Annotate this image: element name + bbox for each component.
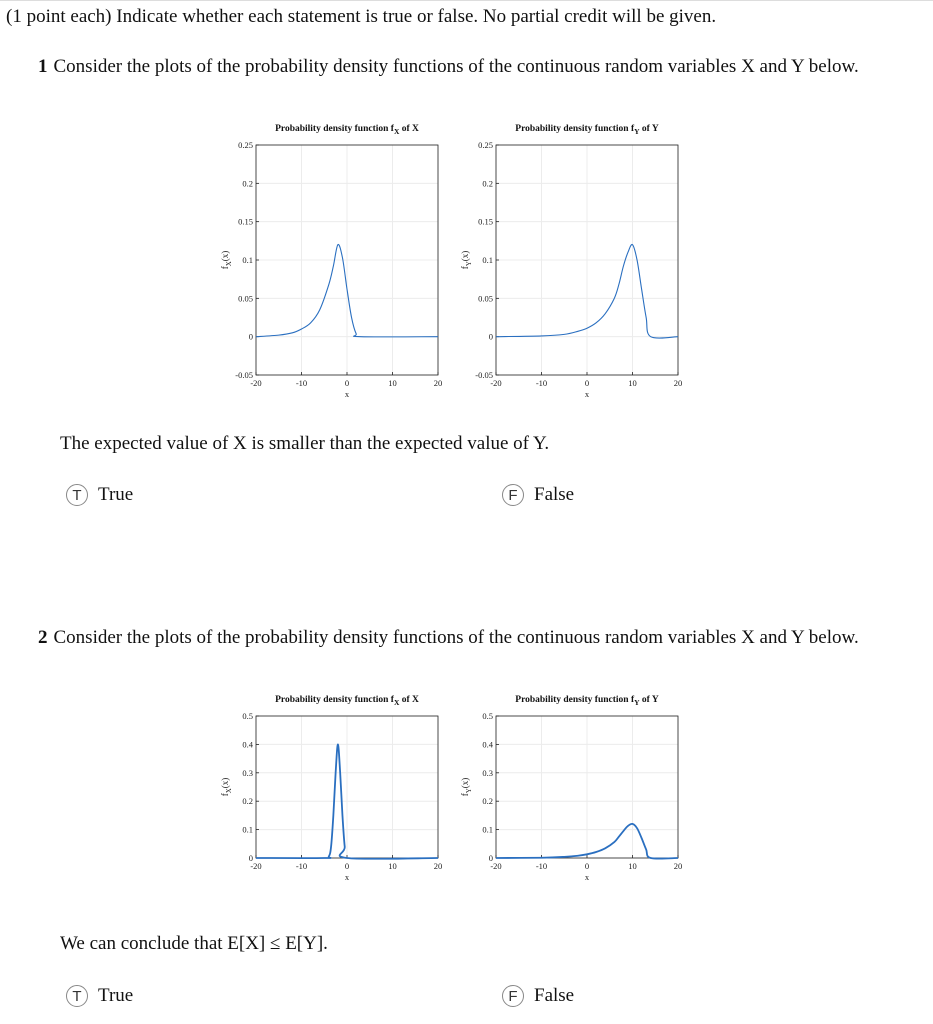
chart-title: Probability density function $f_X$ of X [275, 124, 419, 136]
x-tick-label: 10 [628, 378, 637, 388]
chart-fx-2 [200, 690, 450, 905]
x-axis-label: x [344, 872, 350, 882]
false-option[interactable] [502, 985, 574, 1007]
y-tick-label: -0.05 [475, 370, 493, 380]
chart-fx-1 [200, 118, 450, 403]
true-radio[interactable]: T [66, 985, 88, 1007]
y-axis-label: $f_X(x)$ [220, 777, 233, 797]
top-divider [0, 0, 933, 1]
true-option[interactable] [66, 985, 133, 1007]
y-tick-label: 0.2 [242, 178, 253, 189]
chart-title: Probability density function $f_X$ of X [275, 695, 419, 707]
question-text: Consider the plots of the probability density functions of the continuous random variables X and Y below. [53, 56, 859, 77]
true-label: True [98, 985, 134, 1006]
question-1-statement: The expected value of X is smaller than the expected value of Y. [60, 433, 550, 454]
x-tick-label: -20 [490, 861, 502, 871]
x-axis-label: x [584, 872, 590, 882]
true-radio[interactable]: T [66, 484, 88, 506]
y-tick-label: 0.4 [482, 739, 493, 750]
x-tick-label: -20 [250, 861, 262, 871]
y-tick-label: 0.4 [242, 739, 253, 750]
x-tick-label: 0 [584, 861, 590, 871]
false-label: False [534, 985, 575, 1006]
true-option[interactable] [66, 484, 133, 506]
x-tick-label: 10 [628, 861, 637, 871]
x-tick-label: 10 [388, 378, 397, 388]
instructions: (1 point each) Indicate whether each statement is true or false. No partial credit will be given. [6, 6, 717, 27]
false-option[interactable] [502, 484, 574, 506]
y-tick-label: 0 [488, 853, 493, 863]
question-text: Consider the plots of the probability density functions of the continuous random variables X and Y below. [53, 627, 859, 648]
x-tick-label: -10 [295, 861, 308, 871]
question-1-prompt [38, 54, 918, 79]
false-label: False [534, 484, 575, 505]
x-tick-label: 20 [433, 378, 443, 388]
false-radio[interactable]: F [502, 985, 524, 1007]
y-axis-label: $f_Y(x)$ [460, 777, 473, 797]
true-label: True [98, 484, 134, 505]
y-tick-label: 0.1 [242, 255, 253, 265]
y-tick-label: 0.5 [482, 711, 493, 721]
x-tick-label: 0 [344, 861, 350, 871]
x-axis-label: x [584, 389, 590, 399]
x-tick-label: -10 [535, 378, 548, 388]
y-tick-label: 0 [248, 853, 253, 863]
x-tick-label: 20 [433, 861, 443, 871]
y-tick-label: 0.05 [238, 293, 253, 304]
question-2-prompt [38, 625, 918, 650]
question-2-statement: We can conclude that E[X] ≤ E[Y]. [60, 933, 328, 954]
y-axis-label: $f_X(x)$ [220, 250, 233, 270]
chart-fy-2 [440, 690, 690, 905]
question-number: 1 [38, 56, 48, 77]
x-tick-label: 20 [673, 861, 683, 871]
chart-fy-1 [440, 118, 690, 403]
x-tick-label: 0 [584, 378, 590, 388]
y-tick-label: 0.05 [478, 293, 493, 304]
x-tick-label: -10 [535, 861, 548, 871]
y-tick-label: 0.3 [482, 767, 493, 778]
chart-title: Probability density function $f_Y$ of Y [515, 695, 659, 707]
y-axis-label: $f_Y(x)$ [460, 250, 473, 270]
x-axis-label: x [344, 389, 350, 399]
chart-title: Probability density function $f_Y$ of Y [515, 124, 659, 136]
x-tick-label: -20 [490, 378, 502, 388]
x-tick-label: 20 [673, 378, 683, 388]
y-tick-label: 0.2 [242, 796, 253, 807]
y-tick-label: 0.3 [242, 767, 253, 778]
y-tick-label: 0.1 [482, 255, 493, 265]
false-radio[interactable]: F [502, 484, 524, 506]
y-tick-label: -0.05 [235, 370, 253, 380]
y-tick-label: 0.25 [238, 140, 253, 150]
y-tick-label: 0.15 [478, 216, 493, 227]
y-tick-label: 0.1 [242, 824, 253, 835]
x-tick-label: -10 [295, 378, 308, 388]
y-tick-label: 0.25 [478, 140, 493, 150]
y-tick-label: 0 [488, 331, 493, 342]
y-tick-label: 0.2 [482, 178, 493, 189]
y-tick-label: 0.15 [238, 216, 253, 227]
question-number: 2 [38, 627, 48, 648]
y-tick-label: 0.2 [482, 796, 493, 807]
y-tick-label: 0 [248, 331, 253, 342]
y-tick-label: 0.5 [242, 711, 253, 721]
y-tick-label: 0.1 [482, 824, 493, 835]
x-tick-label: -20 [250, 378, 262, 388]
x-tick-label: 10 [388, 861, 397, 871]
x-tick-label: 0 [344, 378, 350, 388]
